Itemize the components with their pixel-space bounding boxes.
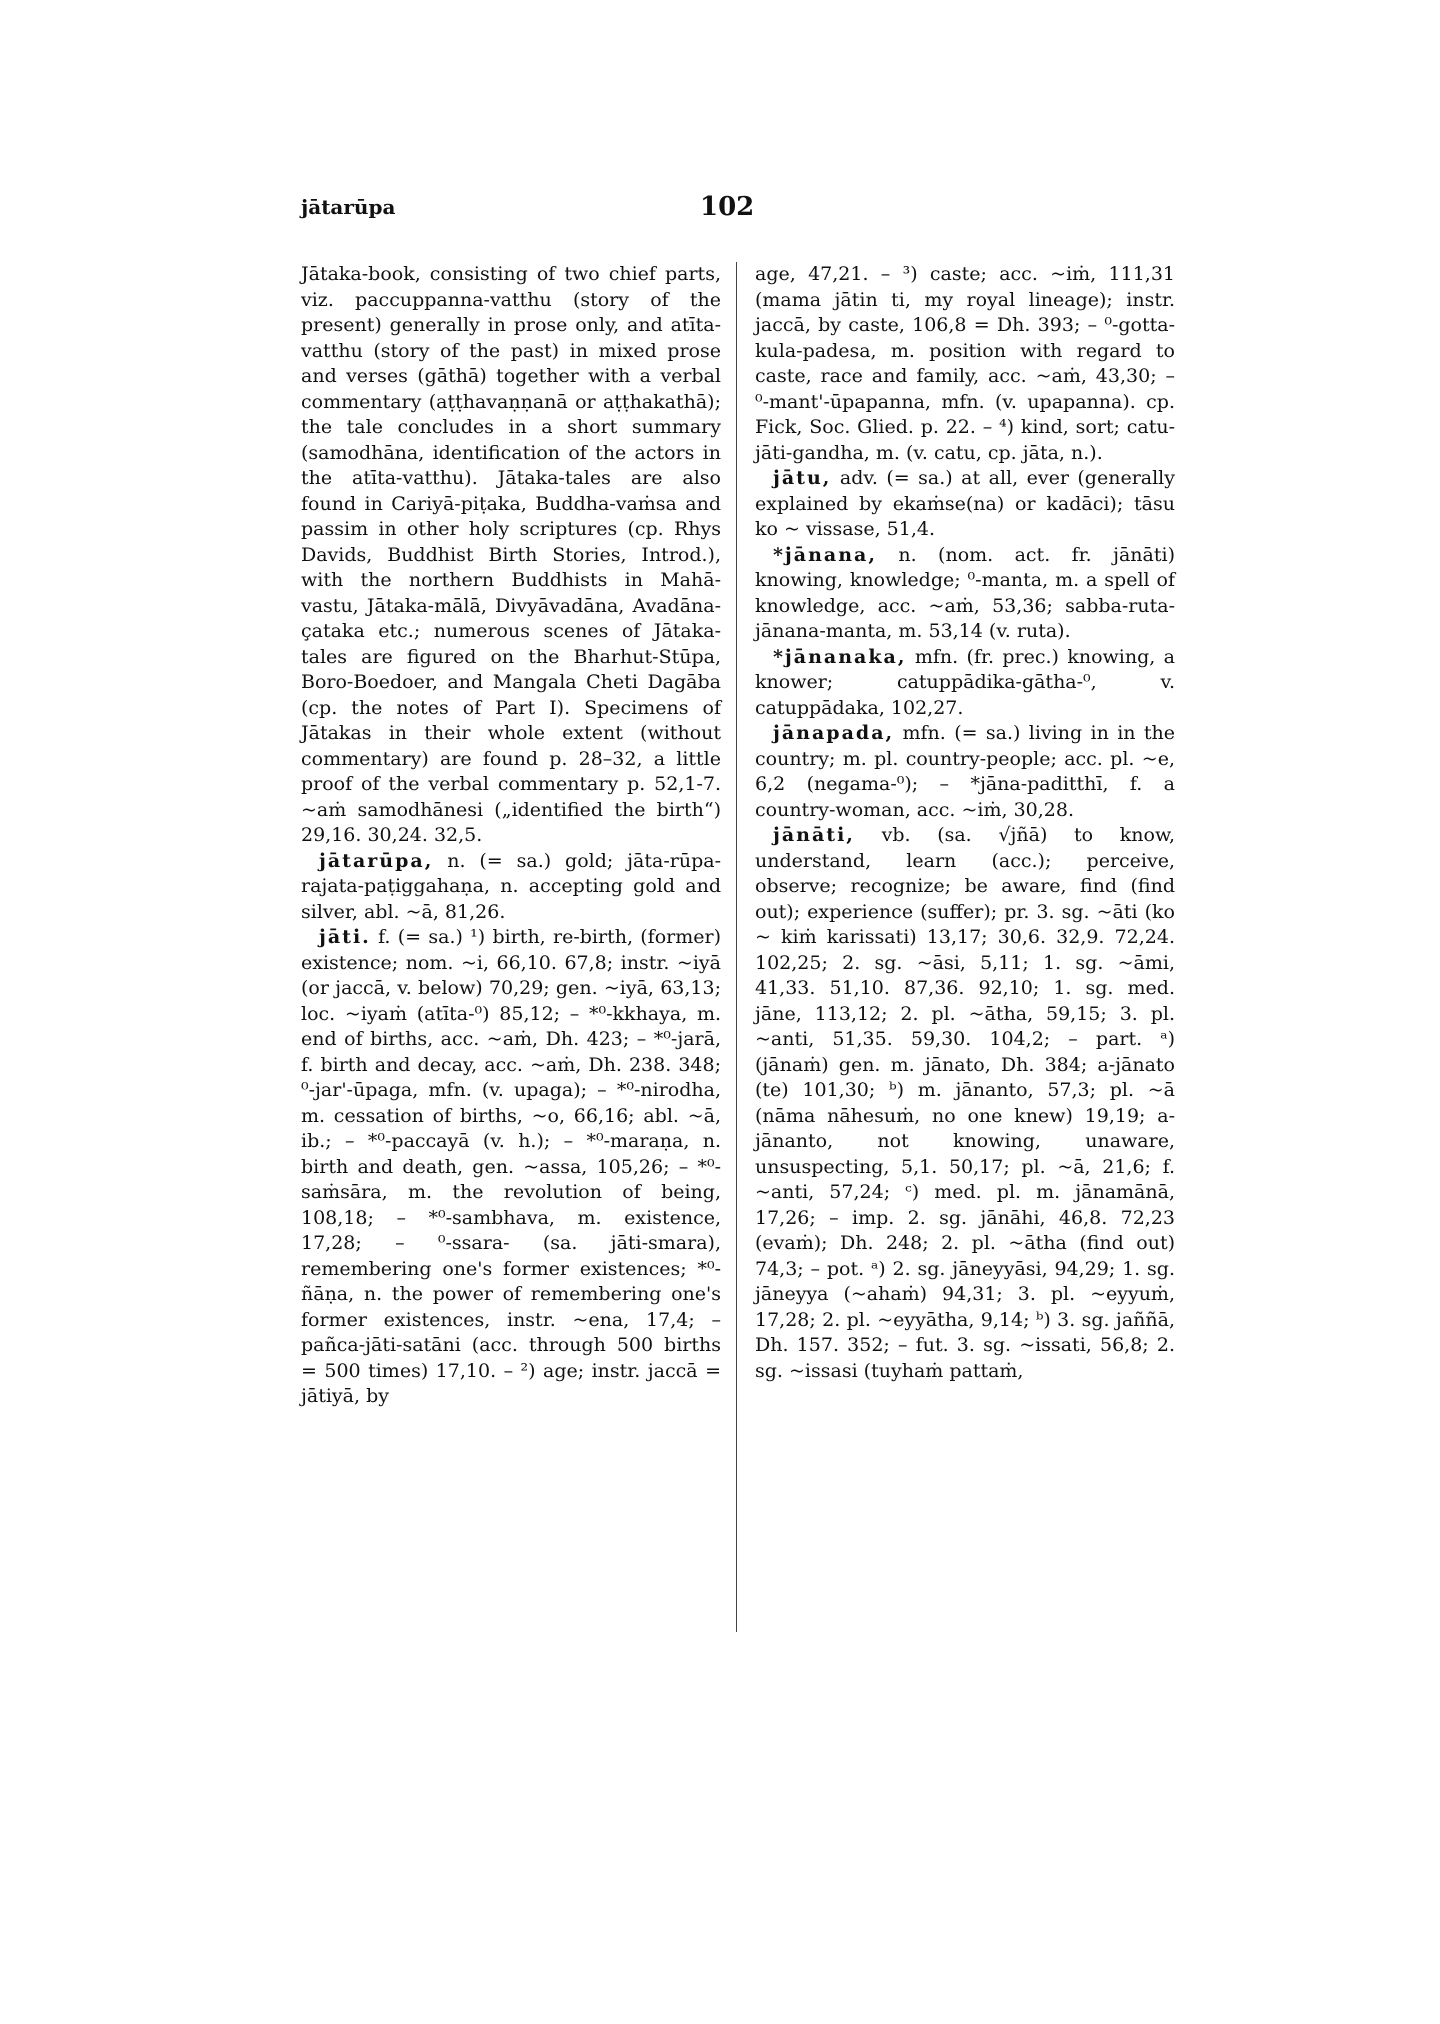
entry-text: f. (= sa.) ¹) birth, re-birth, (former) existence; nom. ~i, 66,10. 67,8; instr. ~iyā (or jaccā, v. below) 70,29; gen. ~iyā, 63,13; loc. ~iyaṁ (atīta-⁰) 85,12; – *⁰-kkhaya, m. end of births, acc. ~aṁ, Dh. 423; – *⁰-jarā, f. birth and decay, acc. ~aṁ, Dh. 238. 348; ⁰-jar'-ūpaga, mfn. (v. upaga); – *⁰-nirodha, m. cessation of births, ~o, 66,16; abl. ~ā, ib.; – *⁰-paccayā (v. h.); – *⁰-maraṇa, n. birth and death, gen. ~assa, 105,26; – *⁰-saṁsāra, m. the revolution of being, 108,18; – *⁰-sambhava, m. existence, 17,28; – ⁰-ssara- (sa. jāti-smara), remembering one's former existences; *⁰-ñāṇa, n. the power of remembering one's former existences, instr. ~ena, 17,4; – pañca-jāti-satāni (acc. through 500 births = 500 times) 17,10. – ²) age; instr. jaccā = jātiyā, by — [301, 926, 721, 1407]
entry-janana — [755, 543, 1175, 645]
headword: *jānana, — [773, 543, 877, 566]
continued-entry — [755, 262, 1175, 466]
entry-jatarupa — [301, 849, 721, 926]
headword: jānapada, — [773, 722, 895, 744]
entry-text: Jātaka-book, consisting of two chief parts, viz. paccuppanna-vatthu (story of the present) generally in prose only, and atīta-vatthu (story of the past) in mixed prose and verses (gāthā) together with a verbal commentary (aṭṭhavaṇṇanā or aṭṭhakathā); the tale concludes in a short summary (samodhāna, identification of the actors in the atīta-vatthu). Jātaka-tales are also found in Cariyā-piṭaka, Buddha-vaṁsa and passim in other holy scriptures (cp. Rhys Davids, Buddhist Birth Stories, Introd.), with the northern Buddhists in Mahā-vastu, Jātaka-mālā, Divyāvadāna, Avadāna-çataka etc.; numerous scenes of Jātaka-tales are figured on the Bharhut-Stūpa, Boro-Boedoer, and Mangala Cheti Dagāba (cp. the notes of Part I). Specimens of Jātakas in their whole extent (without commentary) are found p. 28–32, a little proof of the verbal commentary p. 52,1-7. ~aṁ samodhānesi („identified the birth“) 29,16. 30,24. 32,5. — [301, 263, 721, 846]
continued-entry — [301, 262, 721, 849]
entry-jatu — [755, 466, 1175, 543]
entry-text: age, 47,21. – ³) caste; acc. ~iṁ, 111,31 (mama jātin ti, my royal lineage); instr. jaccā, by caste, 106,8 = Dh. 393; – ⁰-gotta-kula-padesa, m. position with regard to caste, race and family, acc. ~aṁ, 43,30; – ⁰-mant'-ūpapanna, mfn. (v. upapanna). cp. Fick, Soc. Glied. p. 22. – ⁴) kind, sort; catu-jāti-gandha, m. (v. catu, cp. jāta, n.). — [755, 263, 1175, 464]
headword: jāti. — [319, 926, 371, 948]
left-column — [301, 262, 721, 1410]
headword: jātu, — [773, 467, 832, 489]
column-divider — [736, 262, 737, 1632]
entry-text: adv. (= sa.) at all, ever (generally explained by ekaṁse(na) or kadāci); tāsu ko ~ vissase, 51,4. — [755, 467, 1175, 540]
headword: jātarūpa, — [319, 849, 434, 872]
page-number: 102 — [700, 192, 755, 222]
entry-janapada — [755, 721, 1175, 823]
entry-text: mfn. (= sa.) living in in the country; m. pl. country-people; acc. pl. ~e, 6,2 (negama-⁰); – *jāna-paditthī, f. a country-woman, acc. ~iṁ, 30,28. — [755, 722, 1175, 821]
headword: jānāti, — [773, 824, 855, 846]
right-column — [755, 262, 1175, 1384]
entry-text: mfn. (fr. prec.) knowing, a knower; catuppādika-gātha-⁰, v. catuppādaka, 102,27. — [755, 645, 1175, 719]
entry-text: vb. (sa. √jñā) to know, understand, learn (acc.); perceive, observe; recognize; be aware, find (find out); experience (suffer); pr. 3. sg. ~āti (ko ~ kiṁ karissati) 13,17; 30,6. 32,9. 72,24. 102,25; 2. sg. ~āsi, 5,11; 1. sg. ~āmi, 41,33. 51,10. 87,36. 92,10; 1. sg. med. jāne, 113,12; 2. pl. ~ātha, 59,15; 3. pl. ~anti, 51,35. 59,30. 104,2; – part. ᵃ) (jānaṁ) gen. m. jānato, Dh. 384; a-jānato (te) 101,30; ᵇ) m. jānanto, 57,3; pl. ~ā (nāma nāhesuṁ, no one knew) 19,19; a-jānanto, not knowing, unaware, unsuspecting, 5,1. 50,17; pl. ~ā, 21,6; f. ~anti, 57,24; ᶜ) med. pl. m. jānamānā, 17,26; – imp. 2. sg. jānāhi, 46,8. 72,23 (evaṁ); Dh. 248; 2. pl. ~ātha (find out) 74,3; – pot. ᵃ) 2. sg. jāneyyāsi, 94,29; 1. sg. jāneyya (~ahaṁ) 94,31; 3. pl. ~eyyuṁ, 17,28; 2. pl. ~eyyātha, 9,14; ᵇ) 3. sg. jaññā, Dh. 157. 352; – fut. 3. sg. ~issati, 56,8; 2. sg. ~issasi (tuyhaṁ pattaṁ, — [755, 824, 1175, 1382]
headword: *jānanaka, — [773, 645, 907, 668]
entry-janati — [755, 823, 1175, 1384]
entry-jananaka — [755, 645, 1175, 722]
entry-text: n. (= sa.) gold; jāta-rūpa-rajata-paṭiggahaṇa, n. accepting gold and silver, abl. ~ā, 81,26. — [301, 849, 722, 923]
running-head: jātarūpa — [301, 195, 396, 219]
entry-text: n. (nom. act. fr. jānāti) knowing, knowledge; ⁰-manta, m. a spell of knowledge, acc. ~aṁ, 53,36; sabba-ruta-jānana-manta, m. 53,14 (v. ruta). — [755, 543, 1175, 642]
entry-jati — [301, 925, 721, 1410]
